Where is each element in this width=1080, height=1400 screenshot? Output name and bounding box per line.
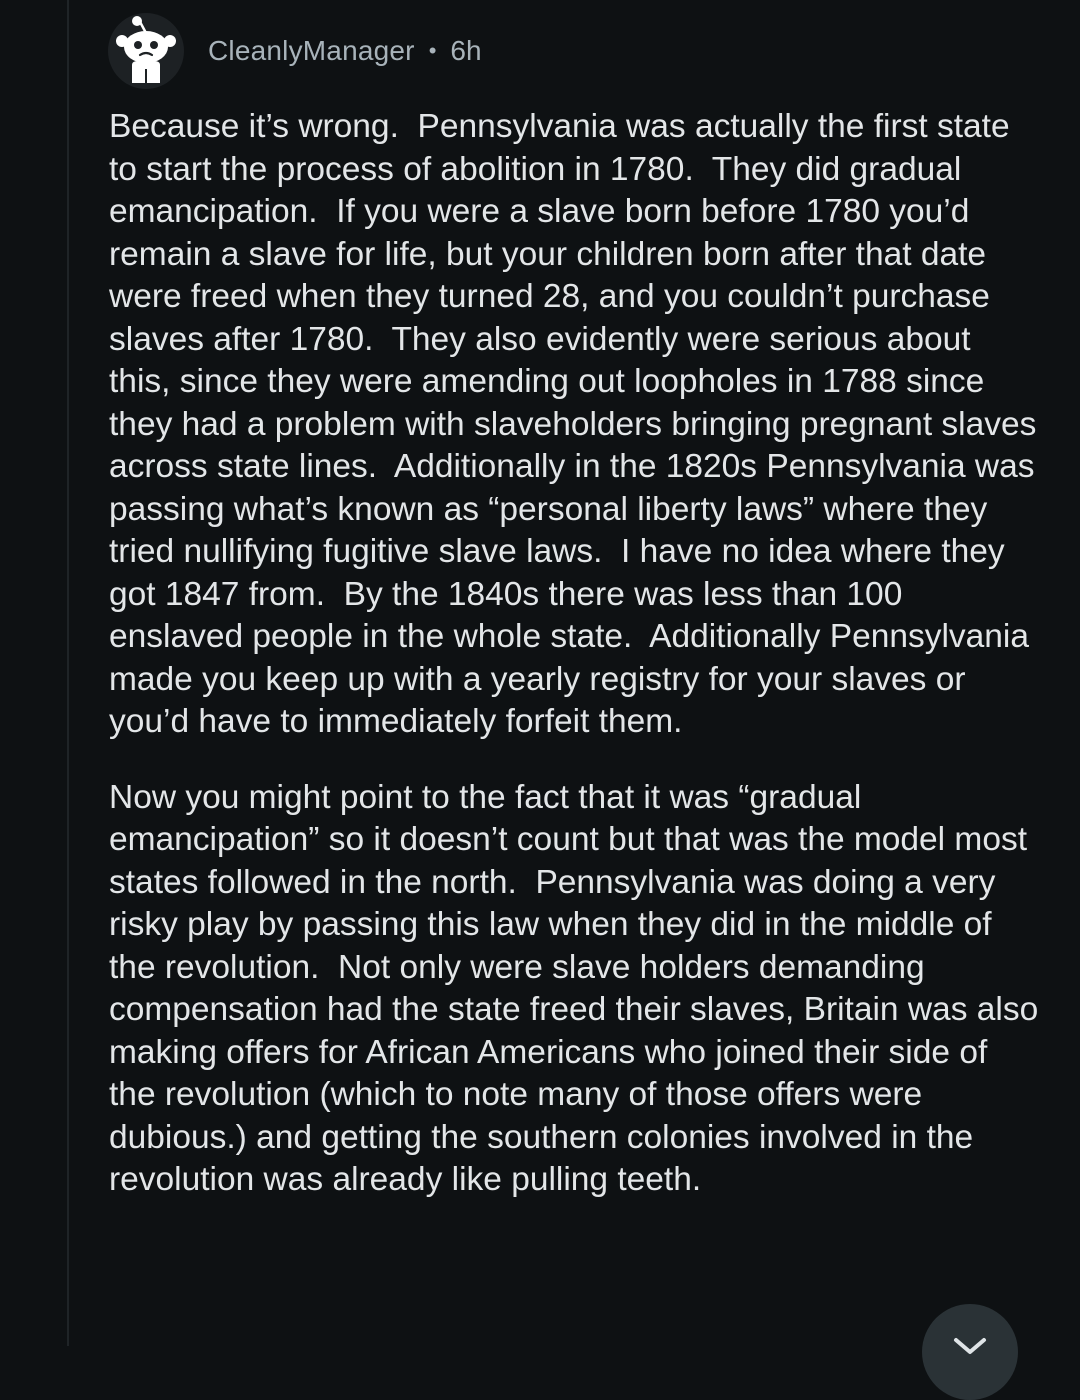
scroll-down-button[interactable] [922,1304,1018,1400]
comment-author[interactable]: CleanlyManager [208,35,415,66]
comment-paragraph-1: Because it’s wrong. Pennsylvania was actually the first state to start the process of abolition in 1780. They did gradual emancipation. If you were a slave born before 1780 you’d remain a slave for life, but your children born after that date were freed when they turned 28, and you couldn’t purchase slaves after 1780. They also evidently were serious about this, since they were amending out loopholes in 1788 since they had a problem with slaveholders bringing pregnant slaves across state lines. Additionally in the 1820s Pennsylvania was passing what’s known as “personal liberty laws” where they tried nullifying fugitive slave laws. I have no idea where they got 1847 from. By the 1840s there was less than 100 enslaved people in the whole state. Additionally Pennsylvania made you keep up with a yearly registry for your slaves or you’d have to immediately forfeit them. [109,108,1046,740]
comment-paragraph-2: Now you might point to the fact that it was “gradual emancipation” so it doesn’t count but that was the model most states followed in the north. Pennsylvania was doing a very risky play by passing this law when they did in the middle of the revolution. Not only were slave holders demanding compensation had the state freed their slaves, Britain was also making offers for African Americans who joined their side of the revolution (which to note many of those offers were dubious.) and getting the southern colonies involved in the revolution was already like pulling teeth. [109,778,1048,1198]
comment-header [108,12,482,90]
reddit-snoo-avatar-icon[interactable] [108,13,184,89]
chevron-down-icon [950,1334,990,1358]
comment-body [109,106,1048,1202]
comment-timestamp: 6h [450,35,482,66]
meta-separator: • [428,38,437,63]
